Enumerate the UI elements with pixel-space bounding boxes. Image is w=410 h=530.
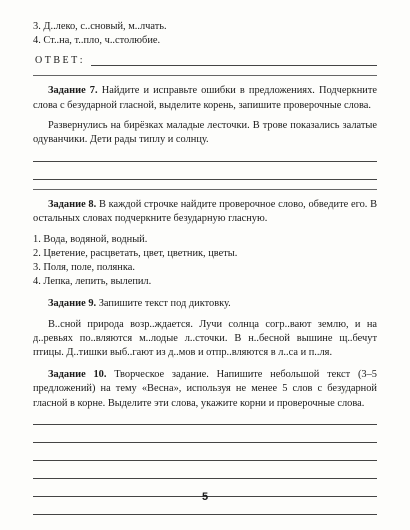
list-item: 1. Вода, водяной, водный. [33,233,148,245]
workbook-page [33,20,377,515]
list-item: 4. Лепка, лепить, вылепил. [33,276,152,288]
list-item: 2. Цветение, расцветать, цвет, цветник, цветы. [33,247,238,259]
section-divider [33,189,377,190]
task7-instruction [33,84,377,112]
task8-title: Задание 8. [48,199,97,211]
task9-instruction-text: Запишите текст под диктовку. [98,298,231,310]
task9-title: Задание 9. [48,298,97,310]
writing-line[interactable] [33,179,377,180]
section-divider [33,75,377,76]
task9-instruction [33,297,377,311]
answer-row [33,55,377,66]
task7-title: Задание 7. [48,85,98,97]
task8-instruction [33,198,377,226]
list-item: 3. Д..леко, с..сновый, м..лчать. [33,21,167,32]
task10-title: Задание 10. [48,369,107,381]
list-item: 3. Поля, поле, полянка. [33,262,135,274]
task8-instruction-text: В каждой строчке найдите проверочное слово, обведите его. В остальных словах подчеркните безударную гласную. [33,199,377,225]
writing-line[interactable] [33,514,377,515]
answer-line[interactable] [91,55,377,66]
page-number: 5 [201,491,209,503]
answer-label: ОТВЕТ: [35,55,85,67]
task9-text: В..сной природа возр..ждается. Лучи солнца согр..вают землю, и на д..ревьях по..вляются м..лодые л..сточки. В н..бесной вышине щ..бечут птицы. Д..тишки выб..гают из д..мов и отпр..вляются в л..са и п..ля. [33,318,377,359]
task10-instruction-text: Творческое задание. Напишите небольшой текст (3–5 предложений) на тему «Весна», используя не менее 5 слов с безударной гласной в корне. Выделите эти слова, укажите корни и проверочные слова. [33,369,377,409]
task7-text: Развернулись на бирёзках маладые лесточки. В трове показались залатые одуванчики. Дети рады типлу и солнцу. [33,119,377,146]
list-item: 4. Ст..на, т..пло, ч..столюбие. [33,35,161,47]
task10-instruction [33,368,377,411]
task7-instruction-text: Найдите и исправьте ошибки в предложениях. Подчеркните слова с безударной гласной, выделите корень, запишите проверочные слова. [33,85,377,111]
